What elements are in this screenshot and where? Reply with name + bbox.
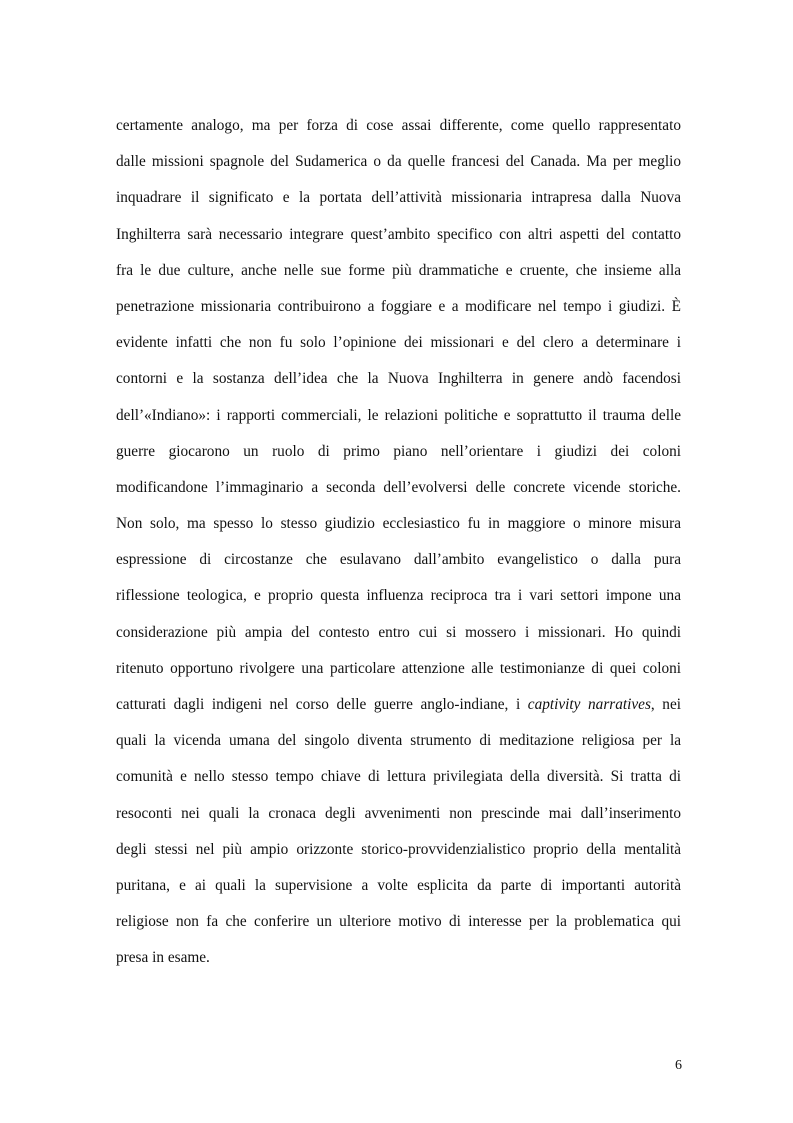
text-line: quali la vicenda umana del singolo diventa strumento di meditazione religiosa per la <box>116 732 681 750</box>
text-line: riflessione teologica, e proprio questa influenza reciproca tra i vari settori impone una <box>116 587 681 605</box>
text-line: Non solo, ma spesso lo stesso giudizio ecclesiastico fu in maggiore o minore misura <box>116 515 681 533</box>
text-line: guerre giocarono un ruolo di primo piano nell’orientare i giudizi dei coloni <box>116 442 681 460</box>
text-line: contorni e la sostanza dell’idea che la Nuova Inghilterra in genere andò facendosi <box>116 370 681 388</box>
text-line: fra le due culture, anche nelle sue forme più drammatiche e cruente, che insieme alla <box>116 261 681 279</box>
body-paragraph <box>116 108 681 977</box>
text-line: evidente infatti che non fu solo l’opinione dei missionari e del clero a determinare i <box>116 334 681 352</box>
page-number: 6 <box>675 1058 682 1073</box>
text-line: ritenuto opportuno rivolgere una particolare attenzione alle testimonianze di quei coloni <box>116 659 681 677</box>
text-line: resoconti nei quali la cronaca degli avvenimenti non prescinde mai dall’inserimento <box>116 804 681 822</box>
text-line: religiose non fa che conferire un ulteriore motivo di interesse per la problematica qui <box>116 913 681 931</box>
text-segment: , nei <box>650 696 681 713</box>
italic-term: captivity narratives <box>527 696 651 713</box>
text-line: puritana, e ai quali la supervisione a volte esplicita da parte di importanti autorità <box>116 876 681 894</box>
text-line: dalle missioni spagnole del Sudamerica o da quelle francesi del Canada. Ma per meglio <box>116 153 681 171</box>
text-line: considerazione più ampia del contesto entro cui si mossero i missionari. Ho quindi <box>116 623 681 641</box>
text-line: certamente analogo, ma per forza di cose assai differente, come quello rappresentato <box>116 117 681 134</box>
text-line: penetrazione missionaria contribuirono a foggiare e a modificare nel tempo i giudizi. È <box>116 297 681 315</box>
text-line: espressione di circostanze che esulavano dall’ambito evangelistico o dalla pura <box>116 551 681 569</box>
text-line: comunità e nello stesso tempo chiave di lettura privilegiata della diversità. Si tratta di <box>116 768 681 786</box>
text-line: degli stessi nel più ampio orizzonte storico-provvidenzialistico proprio della mentalità <box>116 840 681 858</box>
text-line: dell’«Indiano»: i rapporti commerciali, le relazioni politiche e soprattutto il trauma delle <box>116 406 681 424</box>
text-line: Inghilterra sarà necessario integrare quest’ambito specifico con altri aspetti del contatto <box>116 225 681 243</box>
text-line: modificandone l’immaginario a seconda dell’evolversi delle concrete vicende storiche. <box>116 478 681 496</box>
text-line-last: presa in esame. <box>116 949 210 967</box>
text-line: inquadrare il significato e la portata dell’attività missionaria intrapresa dalla Nuova <box>116 189 681 207</box>
text-segment: catturati dagli indigeni nel corso delle guerre anglo-indiane, i <box>116 696 528 713</box>
text-line-with-italic <box>116 687 681 723</box>
